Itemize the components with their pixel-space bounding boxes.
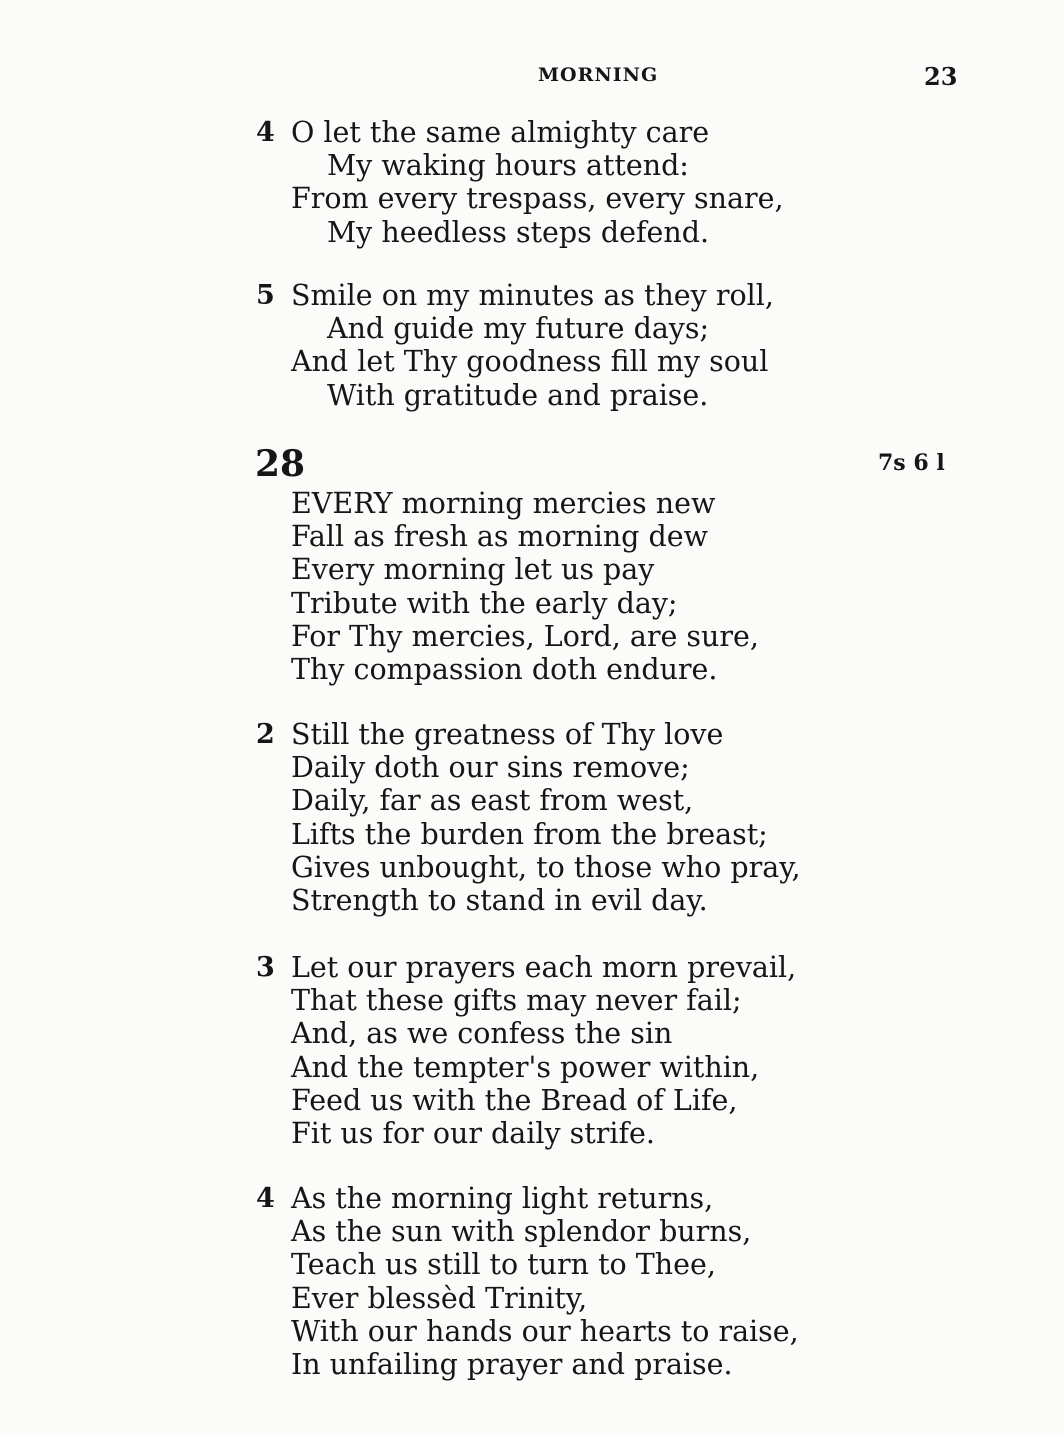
stanza-line: Every morning let us pay <box>291 553 655 587</box>
stanza-number: 2 <box>256 719 275 750</box>
stanza-line: For Thy mercies, Lord, are sure, <box>291 619 759 653</box>
stanza-line: And guide my future days; <box>327 312 710 346</box>
stanza-line: And let Thy goodness fill my soul <box>291 345 769 379</box>
stanza-line: With gratitude and praise. <box>327 378 709 412</box>
stanza-number: 4 <box>256 1183 275 1214</box>
stanza-line: 4 O let the same almighty care <box>256 116 710 149</box>
hymn-meter: 7s 6 l <box>878 450 945 476</box>
stanza-line: My waking hours attend: <box>327 149 689 183</box>
stanza-1 <box>0 487 1064 686</box>
stanza-line: Teach us still to turn to Thee, <box>291 1248 716 1282</box>
stanza-line: Tribute with the early day; <box>291 586 678 620</box>
stanza-number: 5 <box>256 280 275 311</box>
page-number: 23 <box>924 62 958 91</box>
stanza-prev-4 <box>0 116 1064 249</box>
stanza-line: Fit us for our daily strife. <box>291 1116 655 1150</box>
stanza-line: Daily, far as east from west, <box>291 784 694 818</box>
stanza-line: 3 Let our prayers each morn prevail, <box>256 951 797 984</box>
stanza-line: Daily doth our sins remove; <box>291 751 690 785</box>
stanza-line: 2 Still the greatness of Thy love <box>256 718 724 751</box>
stanza-prev-5 <box>0 279 1064 412</box>
stanza-line: That these gifts may never fail; <box>291 984 742 1018</box>
stanza-line: 5 Smile on my minutes as they roll, <box>256 279 774 312</box>
stanza-line: Feed us with the Bread of Life, <box>291 1083 738 1117</box>
stanza-line: Fall as fresh as morning dew <box>291 520 708 554</box>
stanza-4 <box>0 1182 1064 1381</box>
stanza-line: And, as we confess the sin <box>291 1017 673 1051</box>
stanza-line: Lifts the burden from the breast; <box>291 817 768 851</box>
stanza-line: As the sun with splendor burns, <box>291 1215 752 1249</box>
running-head: MORNING <box>538 64 659 86</box>
stanza-line: In unfailing prayer and praise. <box>291 1347 733 1381</box>
stanza-line: Ever blessèd Trinity, <box>291 1281 588 1315</box>
stanza-number: 3 <box>256 952 275 983</box>
stanza-line: EVERY morning mercies new <box>291 487 716 520</box>
stanza-line: Gives unbought, to those who pray, <box>291 850 801 884</box>
stanza-line: From every trespass, every snare, <box>291 182 784 216</box>
stanza-2 <box>0 718 1064 917</box>
stanza-line: Thy compassion doth endure. <box>291 652 718 686</box>
stanza-line: With our hands our hearts to raise, <box>291 1314 799 1348</box>
stanza-line: Strength to stand in evil day. <box>291 883 708 917</box>
stanza-line: My heedless steps defend. <box>327 215 710 249</box>
stanza-line: And the tempter's power within, <box>291 1050 760 1084</box>
hymn-number: 28 <box>255 443 306 485</box>
stanza-number: 4 <box>256 117 275 148</box>
stanza-line: 4 As the morning light returns, <box>256 1182 714 1215</box>
stanza-3 <box>0 951 1064 1150</box>
